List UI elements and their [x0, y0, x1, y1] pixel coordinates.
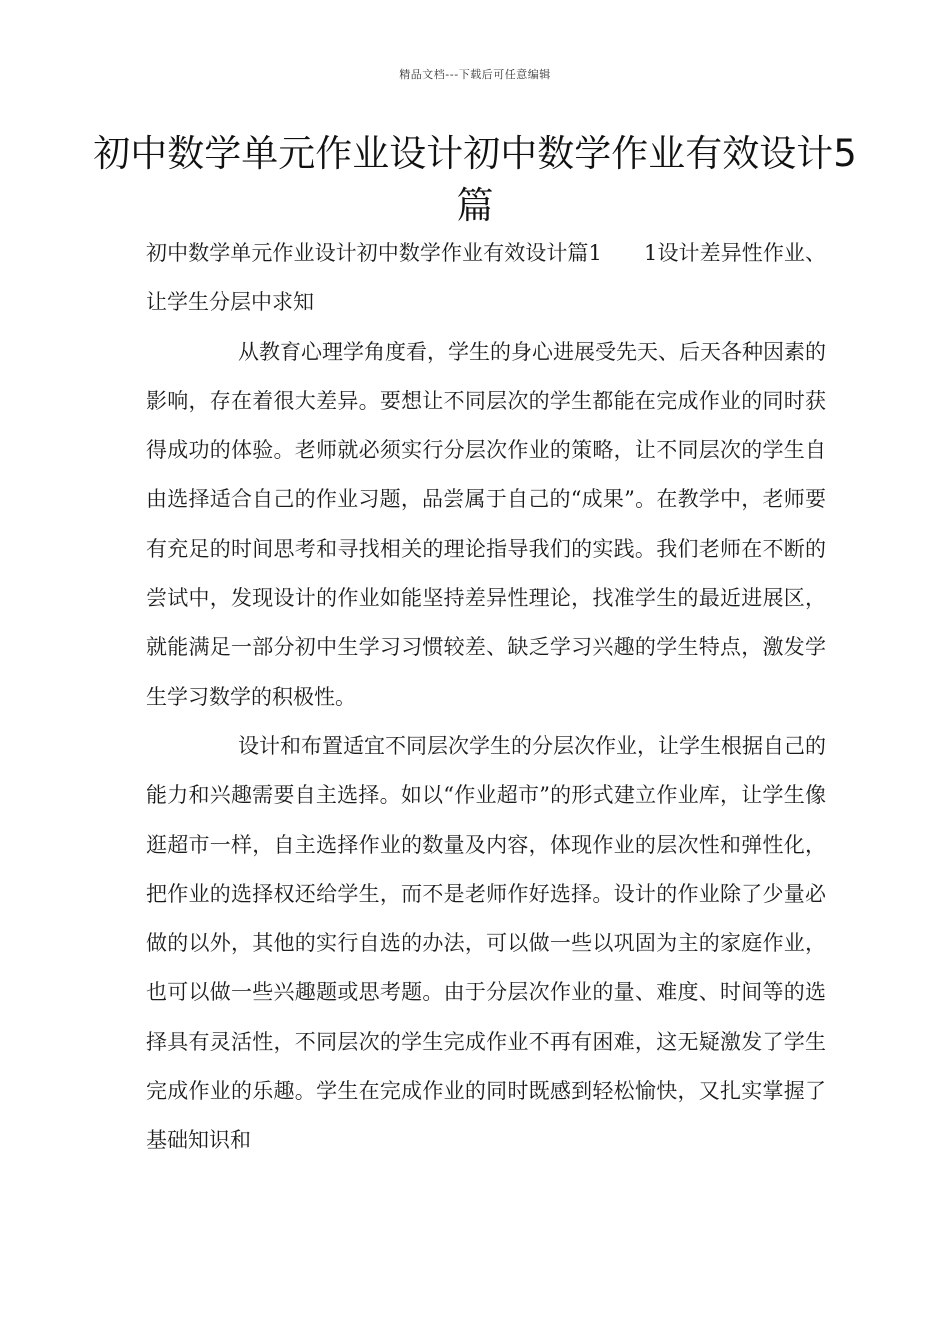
document-title: 初中数学单元作业设计初中数学作业有效设计5篇 [93, 132, 857, 227]
section-heading-paragraph: 初中数学单元作业设计初中数学作业有效设计篇1 1设计差异性作业、让学生分层中求知 [146, 241, 826, 315]
document-body [146, 229, 826, 1166]
header-note: 精品文档---下载后可任意编辑 [399, 68, 551, 81]
body-paragraph: 设计和布置适宜不同层次学生的分层次作业，让学生根据自己的能力和兴趣需要自主选择。如以“作业超市”的形式建立作业库，让学生像逛超市一样，自主选择作业的数量及内容，体现作业的层次性和弹性化，把作业的选择权还给学生，而不是老师作好选择。设计的作业除了少量必做的以外，其他的实行自选的办法，可以做一些以巩固为主的家庭作业，也可以做一些兴趣题或思考题。由于分层次作业的量、难度、时间等的选择具有灵活性，不同层次的学生完成作业不再有困难，这无疑激发了学生完成作业的乐趣。学生在完成作业的同时既感到轻松愉快，又扎实掌握了基础知识和 [146, 733, 826, 1153]
body-paragraph: 从教育心理学角度看，学生的身心进展受先天、后天各种因素的影响，存在着很大差异。要想让不同层次的学生都能在完成作业的同时获得成功的体验。老师就必须实行分层次作业的策略，让不同层次的学生自由选择适合自己的作业习题，品尝属于自己的“成果”。在教学中，老师要有充足的时间思考和寻找相关的理论指导我们的实践。我们老师在不断的尝试中，发现设计的作业如能坚持差异性理论，找准学生的最近进展区，就能满足一部分初中生学习习惯较差、缺乏学习兴趣的学生特点，激发学生学习数学的积极性。 [146, 339, 826, 709]
